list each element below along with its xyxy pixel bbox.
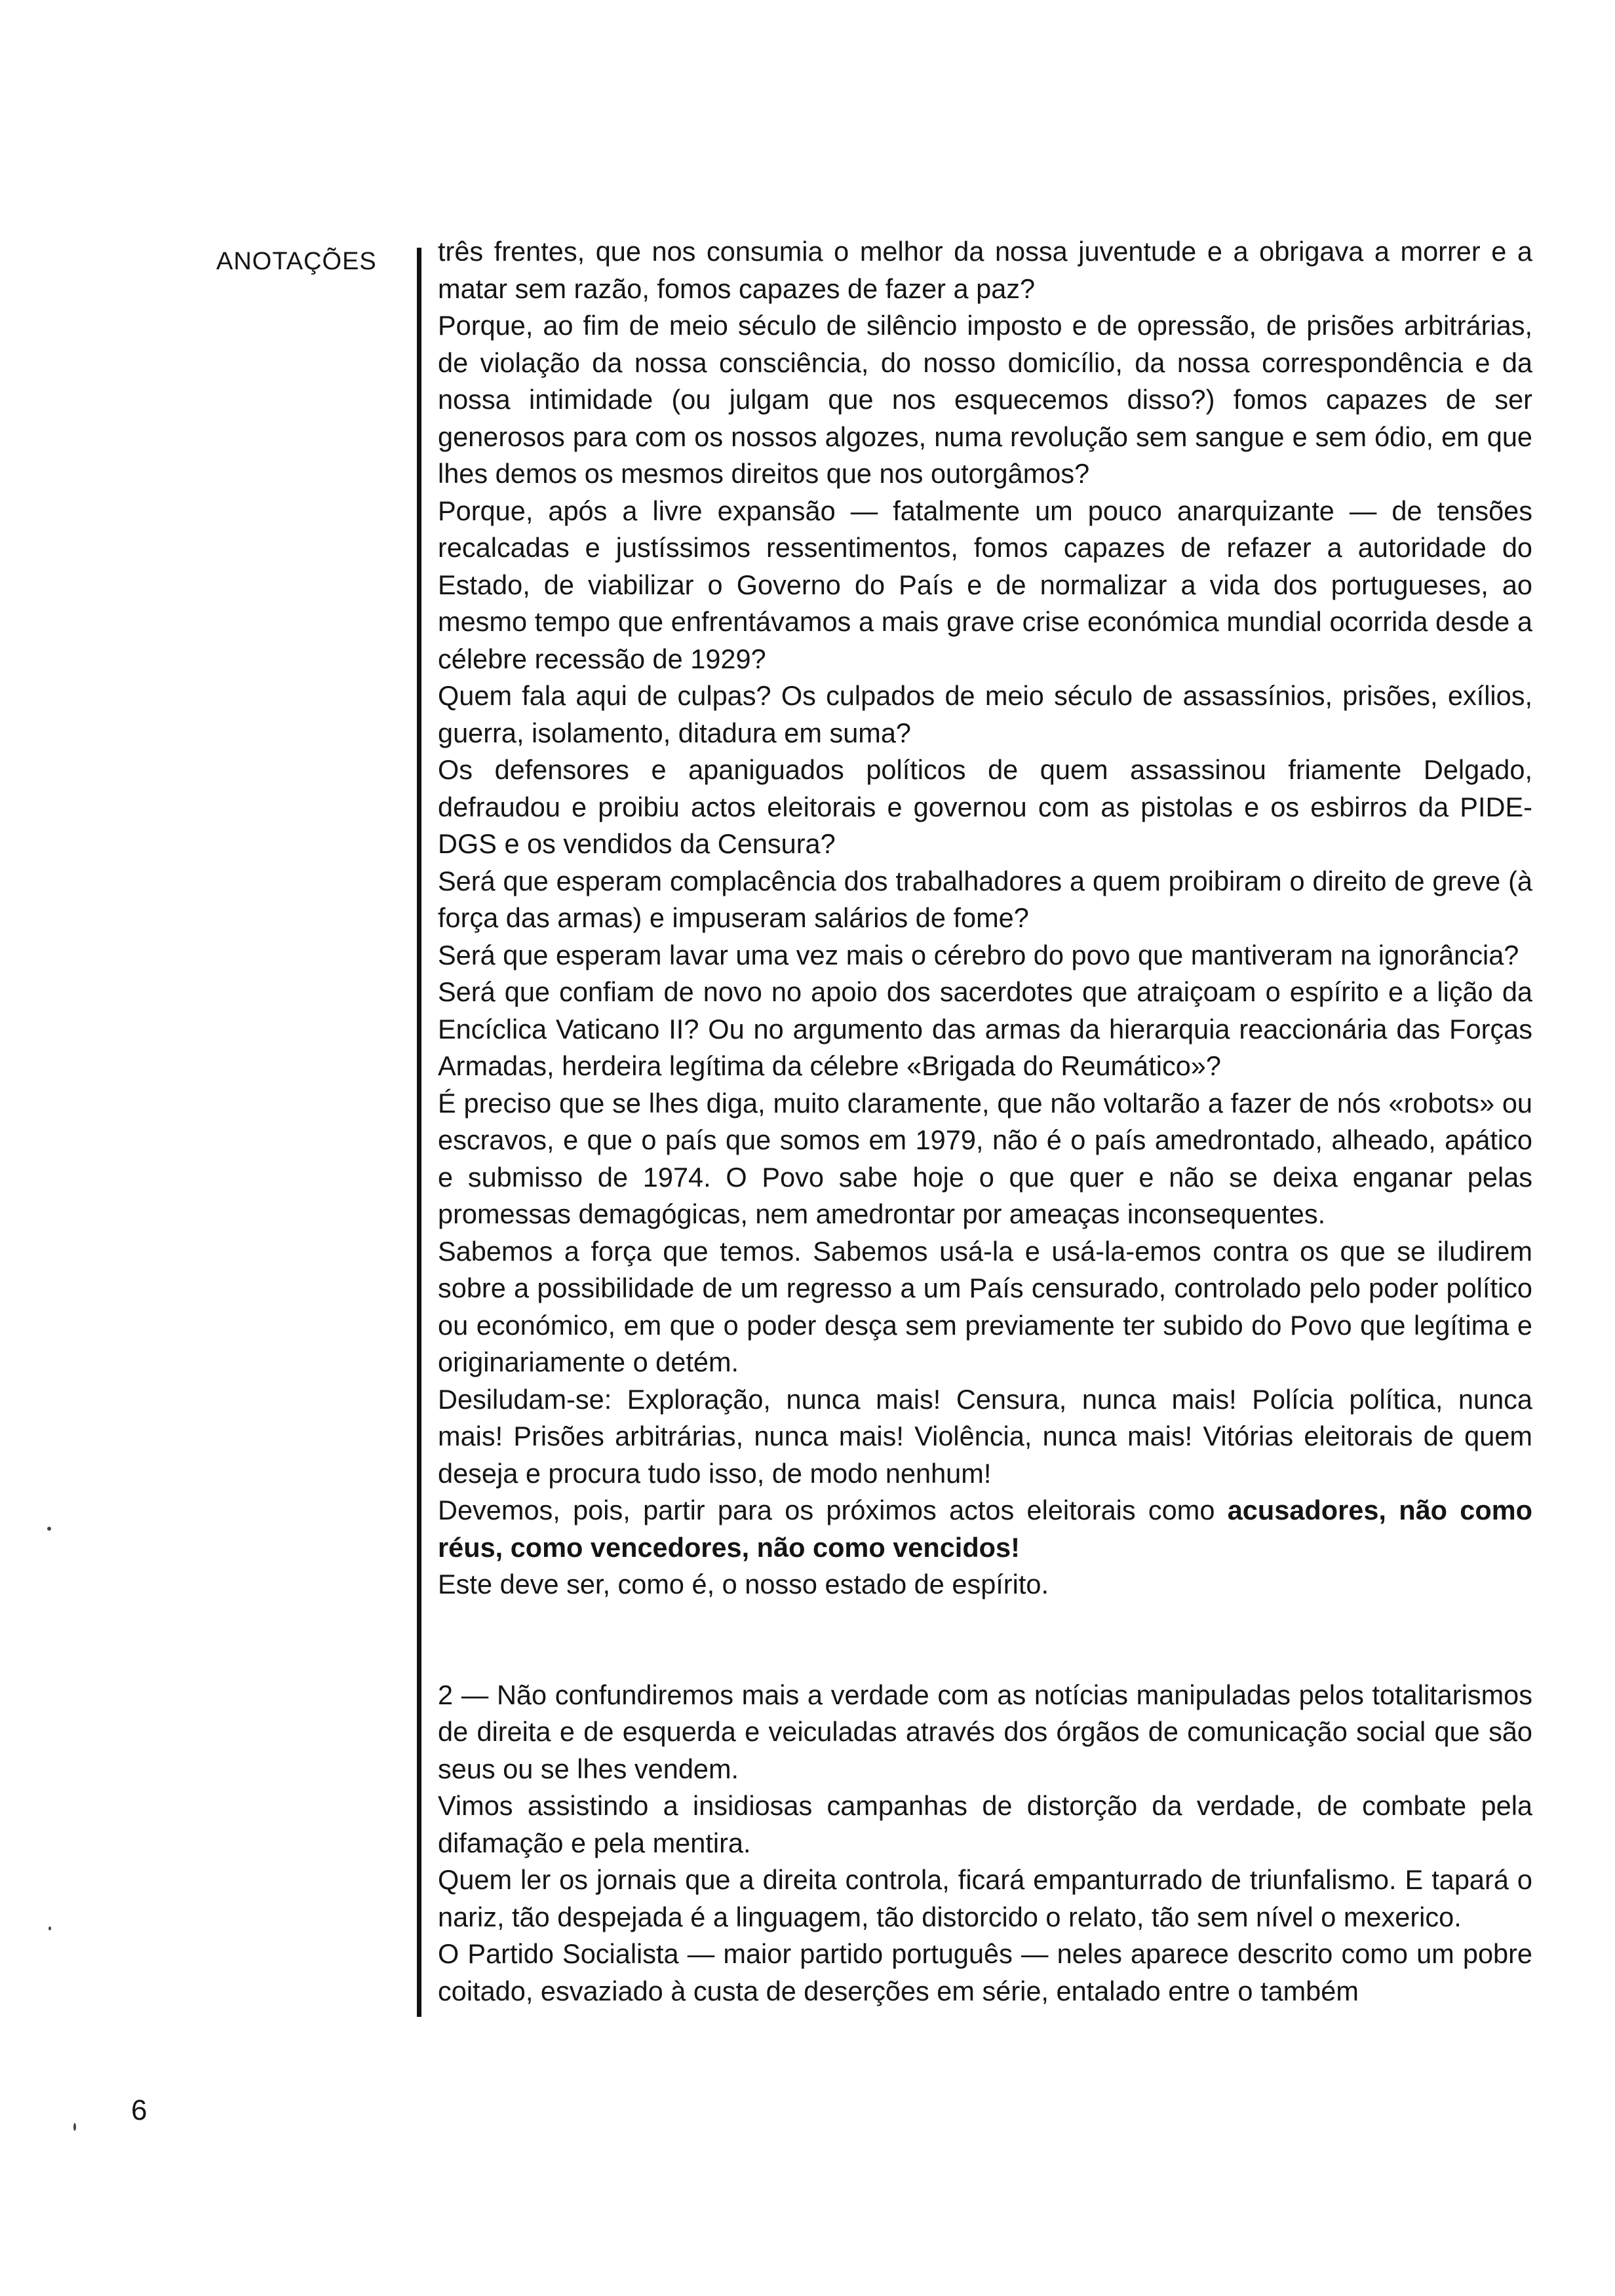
section-two-paragraph: Vimos assistindo a insidiosas campanhas de distorção da verdade, de combate pela difamação e pela mentira. xyxy=(438,1790,1532,1858)
closing-line: Este deve ser, como é, o nosso estado de espírito. xyxy=(438,1569,1049,1599)
section-two-paragraph: 2 — Não confundiremos mais a verdade com as notícias manipuladas pelos totalitarismos de direita e de esquerda e veiculadas através dos órgãos de comunicação social que são seus ou se lhes vendem. xyxy=(438,1679,1532,1784)
mixed-paragraph xyxy=(438,1492,1532,1566)
scan-speck xyxy=(49,1926,51,1930)
margin-rule xyxy=(417,248,421,2017)
section-two-paragraph: Quem ler os jornais que a direita controla, ficará empanturrado de triunfalismo. E tapará o nariz, tão despejada é a linguagem, tão distorcido o relato, tão sem nível o mexerico. xyxy=(438,1864,1532,1932)
paragraph: Será que confiam de novo no apoio dos sacerdotes que atraiçoam o espírito e a lição da Encíclica Vaticano II? Ou no argumento das armas da hierarquia reaccionária das Forças Armadas, herdeira legítima da célebre «Brigada do Reumático»? xyxy=(438,976,1532,1081)
paragraph: Desiludam-se: Exploração, nunca mais! Censura, nunca mais! Polícia política, nunca mais! Prisões arbitrárias, nunca mais! Violência, nunca mais! Vitórias eleitorais de quem deseja e procura tudo isso, de modo nenhum! xyxy=(438,1383,1532,1489)
section-gap xyxy=(438,1603,1532,1640)
paragraph: É preciso que se lhes diga, muito claramente, que não voltarão a fazer de nós «robots» ou escravos, e que o país que somos em 1979, não é o país amedrontado, alheado, apático e submisso de 1974. O Povo sabe hoje o que quer e não se deixa enganar pelas promessas demagógicas, nem amedrontar por ameaças inconsequentes. xyxy=(438,1087,1532,1229)
paragraph: Será que esperam lavar uma vez mais o cérebro do povo que mantiveram na ignorância? xyxy=(438,939,1519,970)
paragraph: três frentes, que nos consumia o melhor da nossa juventude e a obrigava a morrer e a matar sem razão, fomos capazes de fazer a paz? xyxy=(438,236,1532,304)
section-gap xyxy=(438,1640,1532,1677)
page-number: 6 xyxy=(131,2094,147,2126)
paragraph: Porque, após a livre expansão — fatalmente um pouco anarquizante — de tensões recalcadas e justíssimos ressentimentos, fomos capazes de refazer a autoridade do Estado, de viabilizar o Governo do País e de normalizar a vida dos portugueses, ao mesmo tempo que enfrentávamos a mais grave crise económica mundial ocorrida desde a célebre recessão de 1929? xyxy=(438,495,1532,674)
paragraph: Porque, ao fim de meio século de silêncio imposto e de opressão, de prisões arbitrárias, de violação da nossa consciência, do nosso domicílio, da nossa correspondência e da nossa intimidade (ou julgam que nos esquecemos disso?) fomos capazes de ser generosos para com os nossos algozes, numa revolução sem sangue e sem ódio, em que lhes demos os mesmos direitos que nos outorgâmos? xyxy=(438,310,1532,489)
margin-annotations-label: ANOTAÇÕES xyxy=(216,248,377,275)
paragraph: Os defensores e apaniguados políticos de quem assassinou friamente Delgado, defraudou e proibiu actos eleitorais e governou com as pistolas e os esbirros da PIDE-DGS e os vendidos da Censura? xyxy=(438,754,1532,859)
section-two-paragraph: O Partido Socialista — maior partido português — neles aparece descrito como um pobre coitado, esvaziado à custa de deserções em série, entalado entre o também xyxy=(438,1938,1532,2006)
scan-speck xyxy=(47,1527,51,1531)
paragraph-normal-text: Devemos, pois, partir para os próximos actos eleitorais como xyxy=(438,1495,1228,1525)
paragraph: Sabemos a força que temos. Sabemos usá-la e usá-la-emos contra os que se iludirem sobre a possibilidade de um regresso a um País censurado, controlado pelo poder político ou económico, em que o poder desça sem previamente ter subido do Povo que legítima e originariamente o detém. xyxy=(438,1235,1532,1377)
paragraph: Quem fala aqui de culpas? Os culpados de meio século de assassínios, prisões, exílios, guerra, isolamento, ditadura em suma? xyxy=(438,680,1532,748)
body-text xyxy=(438,233,1532,2010)
paragraph-bold-text: acusadores, não como réus, como vencedores, não como vencidos! xyxy=(438,1495,1532,1563)
scan-speck xyxy=(73,2123,76,2131)
paragraph: Será que esperam complacência dos trabalhadores a quem proibiram o direito de greve (à força das armas) e impuseram salários de fome? xyxy=(438,865,1532,933)
